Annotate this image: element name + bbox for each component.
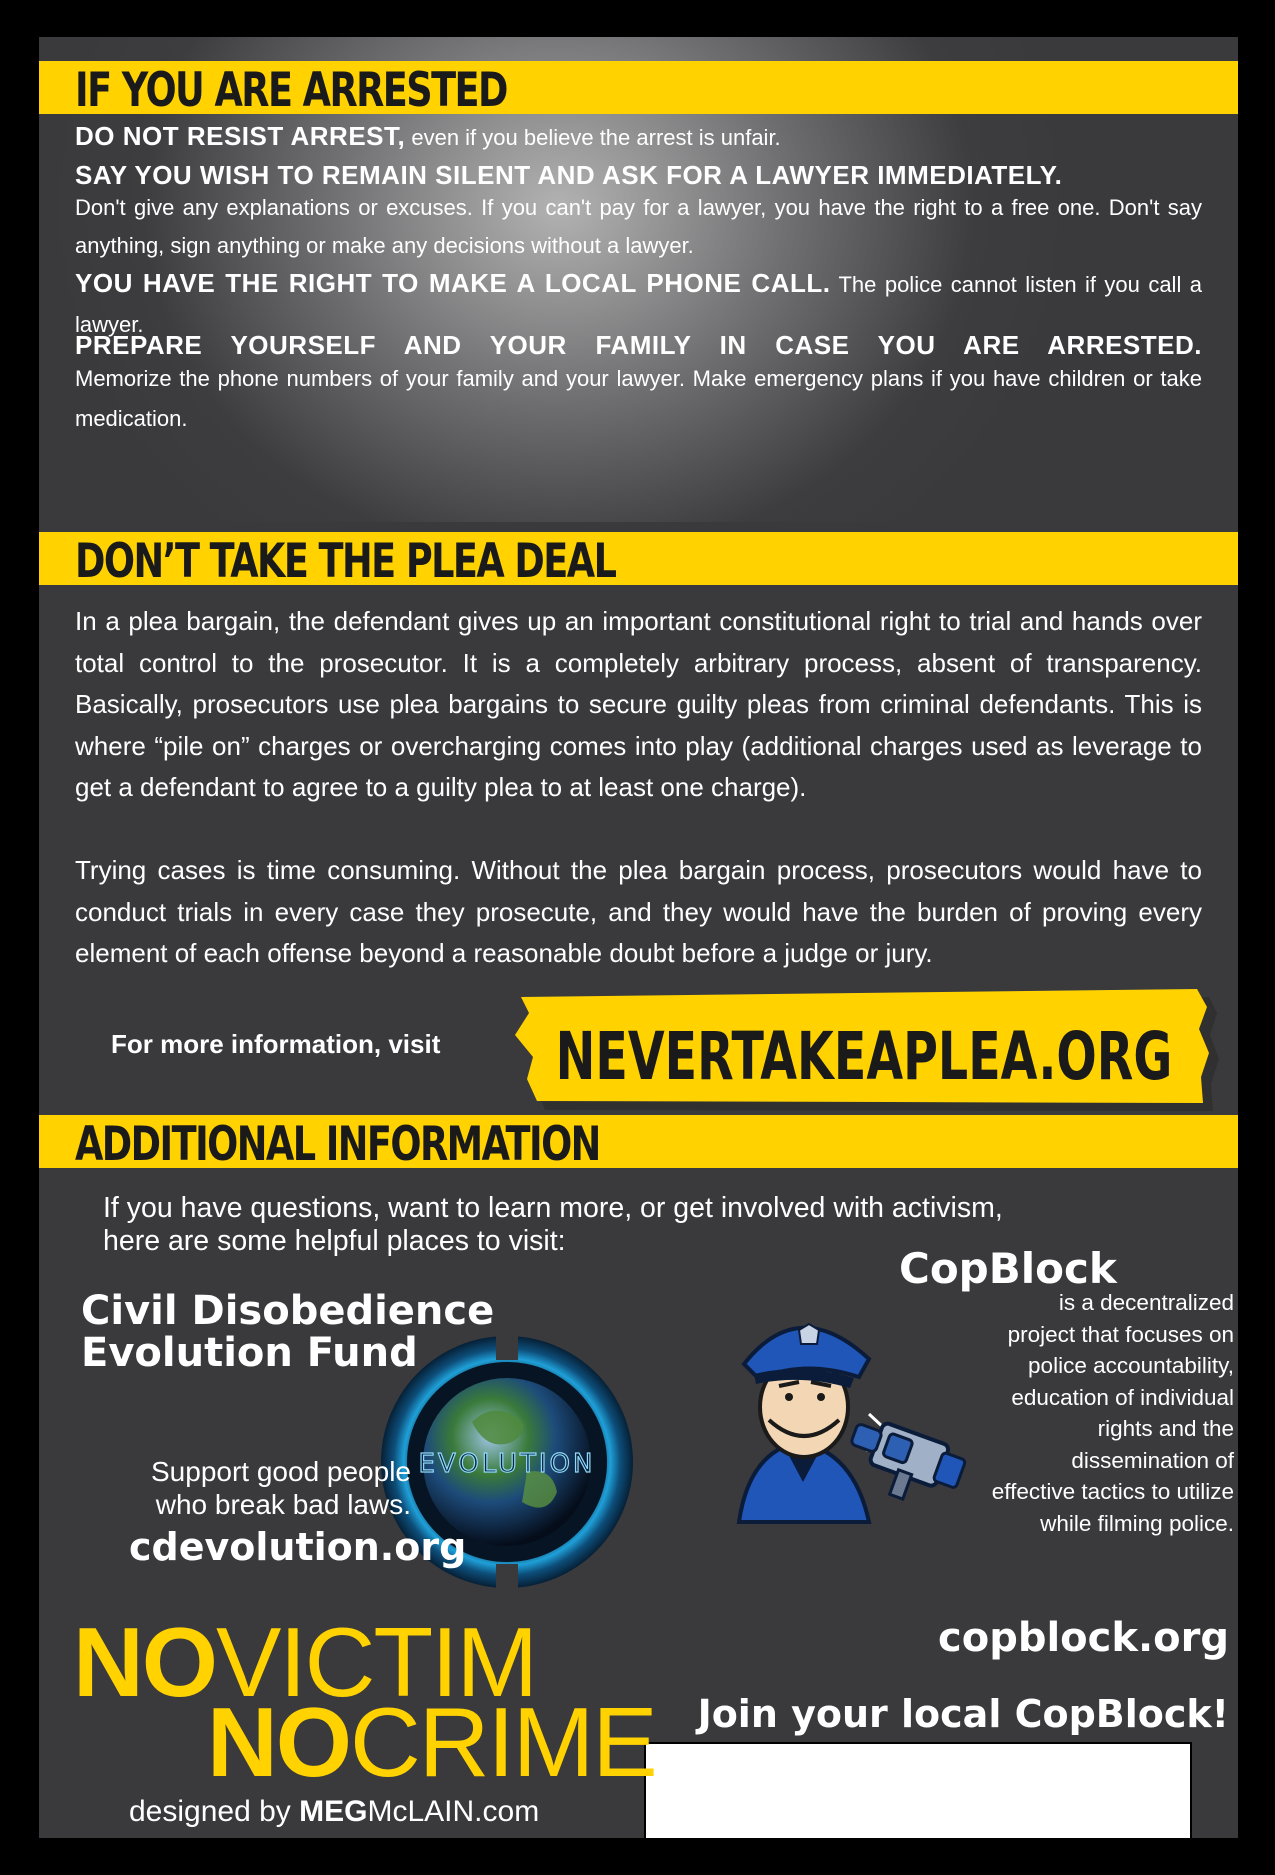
arrested-p1 — [75, 121, 1202, 152]
p4-lead: PREPARE YOURSELF AND YOUR FAMILY IN CASE YOU ARE ARRESTED. — [75, 330, 1202, 360]
no-word-1: NO — [73, 1607, 216, 1717]
arrested-heading: IF YOU ARE ARRESTED — [75, 63, 507, 118]
designer-credit — [129, 1795, 539, 1829]
intro-line-1: If you have questions, want to learn more, or get involved with activism, — [103, 1192, 1003, 1224]
plea-site-link[interactable]: NEVERTAKEAPLEA.ORG — [555, 1018, 1173, 1096]
p3-rest: The police cannot listen if you call a lawyer. — [75, 272, 1202, 337]
no-word-2: NO — [207, 1687, 350, 1797]
plea-heading: DON’T TAKE THE PLEA DEAL — [75, 534, 616, 589]
designer-site[interactable]: McLAIN.com — [367, 1795, 540, 1828]
designer-meg: MEG — [299, 1795, 368, 1828]
p2-rest: Don't give any explanations or excuses. If you can't pay for a lawyer, you have the right to a free one. Don't say anything, sign anything or make any decisions without a lawyer. — [75, 195, 1202, 258]
nocrime-line — [207, 1687, 807, 1797]
p3-lead: YOU HAVE THE RIGHT TO MAKE A LOCAL PHONE CALL. — [75, 268, 831, 298]
victim-word: VICTIM — [216, 1607, 537, 1717]
copblock-desc-line: while filming police. — [1040, 1510, 1234, 1536]
plea-para-1: In a plea bargain, the defendant gives up an important constitutional right to trial and hands over total control to the prosecutor. It is a completely arbitrary process, absent of transparency. Basically, prosecutors use plea bargains to secure guilty pleas from criminal defendants. This is where “pile on” charges or overcharging comes into play (additional charges used as leverage to get a defendant to agree to a guilty plea to at least one charge). — [75, 606, 1202, 802]
p1-rest: even if you believe the arrest is unfair. — [405, 125, 781, 150]
join-copblock-text: Join your local CopBlock! — [697, 1692, 1229, 1736]
cde-title-line-1: Civil Disobedience — [81, 1288, 495, 1334]
cde-slogan — [81, 1455, 411, 1521]
copblock-name: CopBlock — [899, 1244, 1117, 1293]
copblock-desc-line: police accountability, — [1028, 1353, 1234, 1378]
p1-lead: DO NOT RESIST ARREST, — [75, 121, 406, 151]
copblock-desc-line: is a decentralized — [1058, 1290, 1234, 1315]
flyer-panel — [39, 37, 1238, 1838]
tape-sticker — [509, 987, 1224, 1122]
cde-title-line-2: Evolution Fund — [81, 1330, 418, 1376]
copblock-desc-line: effective tactics to utilize — [991, 1479, 1234, 1504]
arrested-banner — [39, 61, 1238, 118]
cde-slogan-line-2: who break bad laws. — [155, 1489, 411, 1520]
p2-lead: SAY YOU WISH TO REMAIN SILENT AND ASK FOR A LAWYER IMMEDIATELY. — [75, 160, 1063, 190]
crime-word: CRIME — [350, 1687, 656, 1797]
evolution-logo-text: EVOLUTION — [418, 1449, 596, 1479]
copblock-desc-line: project that focuses on — [1007, 1321, 1234, 1347]
more-info-label: For more information, visit — [111, 1029, 441, 1059]
designed-by-label: designed by — [129, 1795, 300, 1828]
additional-heading: ADDITIONAL INFORMATION — [75, 1117, 600, 1172]
cde-slogan-line-1: Support good people — [151, 1456, 411, 1487]
copblock-desc-line: education of individual — [1011, 1384, 1234, 1410]
plea-para-2: Trying cases is time consuming. Without the plea bargain process, prosecutors would have to conduct trials in every case they prosecute, and they would have the burden of proving every element of each offense beyond a reasonable doubt before a judge or jury. — [75, 855, 1202, 968]
intro-line-2: here are some helpful places to visit: — [103, 1225, 566, 1257]
copblock-url-link[interactable]: copblock.org — [938, 1615, 1229, 1661]
plea-banner — [39, 532, 1238, 589]
cde-url-link[interactable]: cdevolution.org — [129, 1525, 467, 1569]
cop-with-camera-icon — [699, 1302, 1009, 1532]
copblock-desc-line: dissemination of — [1071, 1447, 1234, 1473]
copblock-desc-line: rights and the — [1097, 1416, 1234, 1441]
additional-banner — [39, 1115, 1238, 1172]
p4-rest: Memorize the phone numbers of your family and your lawyer. Make emergency plans if you have children or take medication. — [75, 366, 1202, 431]
